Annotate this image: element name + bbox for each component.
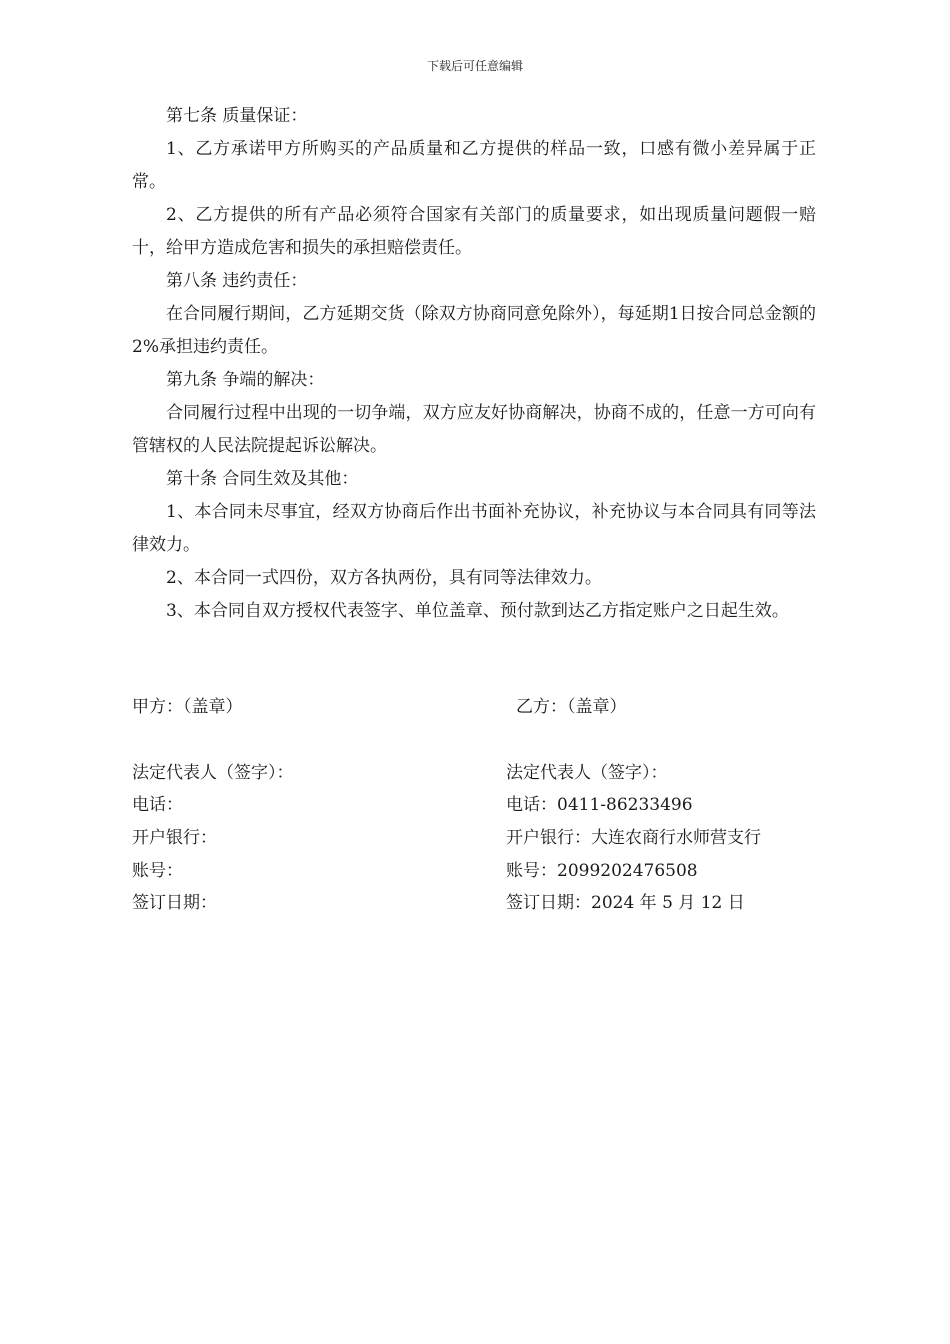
party-b-bank: 开户银行：大连农商行水师营支行 [506,828,761,848]
party-a-bank: 开户银行： [132,828,217,848]
header-note: 下载后可任意编辑 [426,59,523,73]
party-a-account: 账号： [132,861,183,881]
party-a-date: 签订日期： [132,893,217,913]
article-9-text: 合同履行过程中出现的一切争端，双方应友好协商解决，协商不成的，任意一方可向有管辖权的人民法院提起诉讼解决。 [132,403,816,456]
party-a-seal: 甲方：（盖章） [132,697,243,717]
party-b-phone: 电话：0411-86233496 [506,795,693,815]
party-a-representative: 法定代表人（签字）： [132,763,294,783]
article-8-heading: 第八条 违约责任： [166,271,308,291]
article-10-clause-3: 3、本合同自双方授权代表签字、单位盖章、预付款到达乙方指定账户之日起生效。 [166,601,789,621]
article-7-clause-1: 1、乙方承诺甲方所购买的产品质量和乙方提供的样品一致，口感有微小差异属于正常。 [132,139,816,192]
article-9-heading: 第九条 争端的解决： [166,370,325,390]
article-10-clause-1: 1、本合同未尽事宜，经双方协商后作出书面补充协议，补充协议与本合同具有同等法律效力。 [132,502,816,555]
party-b-seal: 乙方：（盖章） [516,697,627,717]
party-b-account: 账号：2099202476508 [506,861,698,881]
party-b-representative: 法定代表人（签字）： [506,763,668,783]
article-7-clause-2: 2、乙方提供的所有产品必须符合国家有关部门的质量要求，如出现质量问题假一赔十，给甲方造成危害和损失的承担赔偿责任。 [132,205,816,258]
party-a-phone: 电话： [132,795,183,815]
article-10-heading: 第十条 合同生效及其他： [166,469,359,489]
contract-body [132,100,816,628]
article-7-heading: 第七条 质量保证： [166,106,308,126]
party-b-date: 签订日期：2024 年 5 月 12 日 [506,893,745,913]
article-10-clause-2: 2、本合同一式四份，双方各执两份，具有同等法律效力。 [166,568,602,588]
article-8-text: 在合同履行期间，乙方延期交货（除双方协商同意免除外），每延期1日按合同总金额的2%承担违约责任。 [132,304,816,357]
